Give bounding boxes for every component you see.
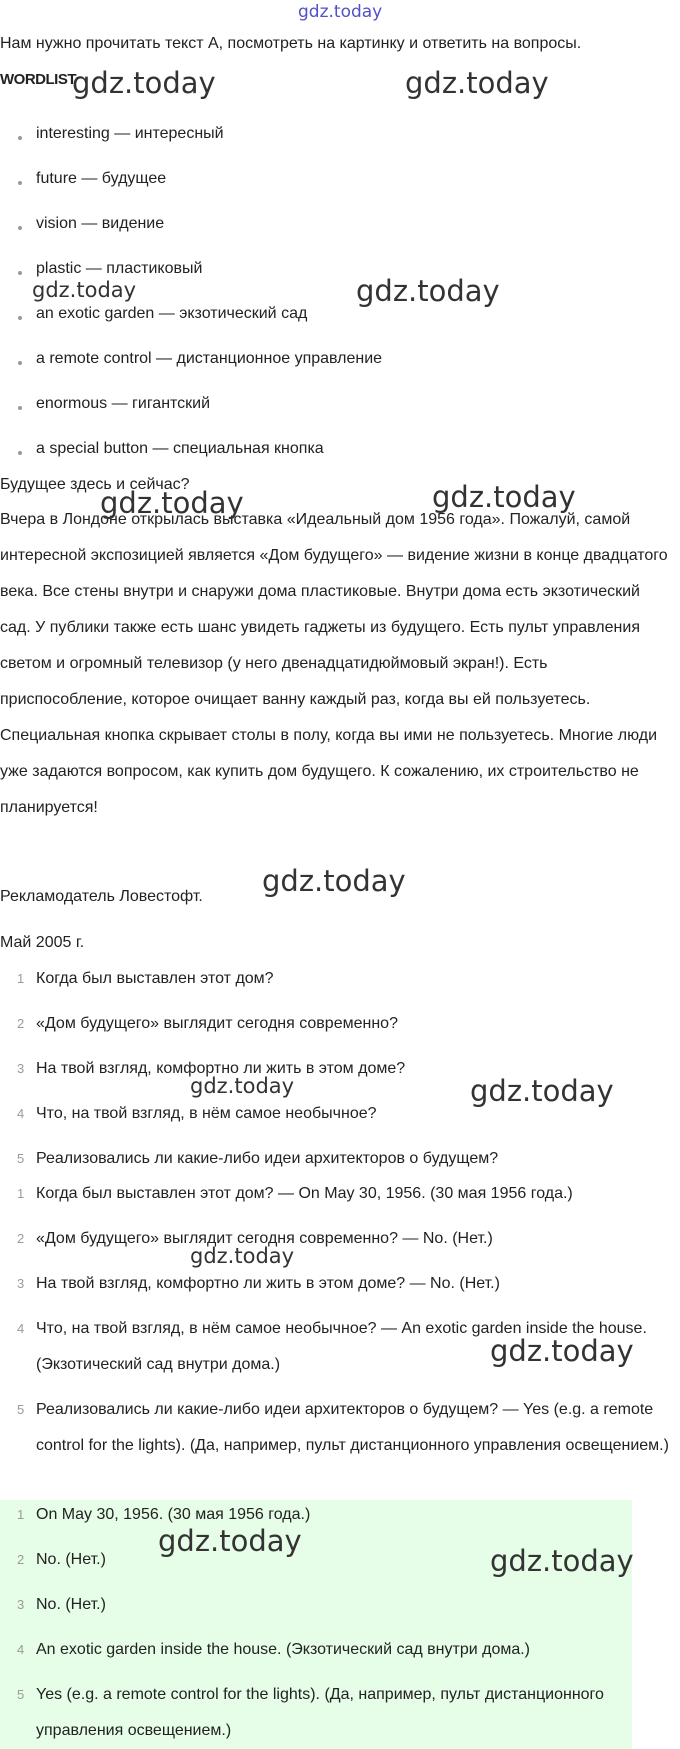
answer-number: 3 xyxy=(17,1597,25,1612)
qa-item: На твой взгляд, комфортно ли жить в этом доме? — No. (Нет.) xyxy=(36,1275,500,1292)
qa-number: 2 xyxy=(17,1231,25,1246)
question-number: 5 xyxy=(17,1151,25,1166)
watermark: gdz.today xyxy=(72,66,216,100)
watermark: gdz.today xyxy=(190,1244,295,1268)
wordlist-item: vision — видение xyxy=(36,215,165,232)
wordlist-item: enormous — гигантский xyxy=(36,395,211,412)
watermark: gdz.today xyxy=(298,2,383,22)
wordlist-item: an exotic garden — экзотический сад xyxy=(36,305,308,322)
answer-item: An exotic garden inside the house. (Экзотический сад внутри дома.) xyxy=(36,1641,531,1658)
watermark: gdz.today xyxy=(100,486,244,520)
answer-number: 1 xyxy=(17,1507,25,1522)
qa-item: Когда был выставлен этот дом? — On May 30, 1956. (30 мая 1956 года.) xyxy=(36,1185,573,1202)
qa-number: 5 xyxy=(17,1402,25,1417)
wordlist-item: a special button — специальная кнопка xyxy=(36,440,324,457)
question-item: Когда был выставлен этот дом? xyxy=(36,970,274,987)
watermark: gdz.today xyxy=(356,274,500,308)
bullet-icon xyxy=(18,361,22,365)
qa-item: Что, на твой взгляд, в нём самое необычное? — An exotic garden inside the house. (Экзотический сад внутри дома.) xyxy=(36,1320,647,1373)
article-date: Май 2005 г. xyxy=(0,934,85,951)
watermark: gdz.today xyxy=(32,278,137,302)
question-item: «Дом будущего» выглядит сегодня современно? xyxy=(36,1015,398,1032)
bullet-icon xyxy=(18,181,22,185)
watermark: gdz.today xyxy=(190,1074,295,1098)
qa-number: 4 xyxy=(17,1321,25,1336)
answer-item: No. (Нет.) xyxy=(36,1551,106,1568)
bullet-icon xyxy=(18,136,22,140)
answer-number: 2 xyxy=(17,1552,25,1567)
answer-item: On May 30, 1956. (30 мая 1956 года.) xyxy=(36,1506,311,1523)
question-item: Что, на твой взгляд, в нём самое необычное? xyxy=(36,1105,377,1122)
wordlist-item: plastic — пластиковый xyxy=(36,260,203,277)
qa-item: «Дом будущего» выглядит сегодня современно? — No. (Нет.) xyxy=(36,1230,493,1247)
watermark: gdz.today xyxy=(490,1334,634,1368)
answer-number: 5 xyxy=(17,1687,25,1702)
bullet-icon xyxy=(18,226,22,230)
question-number: 1 xyxy=(17,971,25,986)
wordlist-item: future — будущее xyxy=(36,170,167,187)
answer-item: No. (Нет.) xyxy=(36,1596,106,1613)
watermark: gdz.today xyxy=(262,864,406,898)
article-author: Рекламодатель Ловестофт. xyxy=(0,888,203,905)
qa-number: 3 xyxy=(17,1276,25,1291)
wordlist-item: a remote control — дистанционное управление xyxy=(36,350,383,367)
watermark: gdz.today xyxy=(158,1524,302,1558)
watermark: gdz.today xyxy=(470,1074,614,1108)
article-body: Вчера в Лондоне открылась выставка «Идеальный дом 1956 года». Пожалуй, самой интересной экспозицией является «Дом будущего» — видение жизни в конце двадцатого века. Все стены внутри и снаружи дома пластиковые. Внутри дома есть экзотический сад. У публики также есть шанс увидеть гаджеты из будущего. Есть пульт управления светом и огромный телевизор (у него двенадцатидюймовый экран!). Есть приспособление, которое очищает ванну каждый раз, когда вы ей пользуетесь. Специальная кнопка скрывает столы в полу, когда вы ими не пользуетесь. Многие люди уже задаются вопросом, как купить дом будущего. К сожалению, их строительство не планируется! xyxy=(0,511,668,816)
answer-number: 4 xyxy=(17,1642,25,1657)
watermark: gdz.today xyxy=(405,66,549,100)
bullet-icon xyxy=(18,271,22,275)
question-item: Реализовались ли какие-либо идеи архитекторов о будущем? xyxy=(36,1150,499,1167)
question-number: 3 xyxy=(17,1061,25,1076)
question-item: На твой взгляд, комфортно ли жить в этом доме? xyxy=(36,1060,406,1077)
question-number: 2 xyxy=(17,1016,25,1031)
answer-item: Yes (e.g. a remote control for the lights). (Да, например, пульт дистанционного управления освещением.) xyxy=(36,1686,604,1739)
bullet-icon xyxy=(18,451,22,455)
intro-text: Нам нужно прочитать текст А, посмотреть на картинку и ответить на вопросы. xyxy=(0,35,582,52)
bullet-icon xyxy=(18,316,22,320)
bullet-icon xyxy=(18,406,22,410)
watermark: gdz.today xyxy=(432,480,576,514)
wordlist-title: WORDLIST xyxy=(0,71,76,88)
qa-item: Реализовались ли какие-либо идеи архитекторов о будущем? — Yes (e.g. a remote control for the lights). (Да, например, пульт дистанционного управления освещением.) xyxy=(36,1401,669,1454)
wordlist-item: interesting — интересный xyxy=(36,125,224,142)
watermark: gdz.today xyxy=(490,1544,634,1578)
question-number: 4 xyxy=(17,1106,25,1121)
article-heading: Будущее здесь и сейчас? xyxy=(0,476,190,493)
qa-number: 1 xyxy=(17,1186,25,1201)
